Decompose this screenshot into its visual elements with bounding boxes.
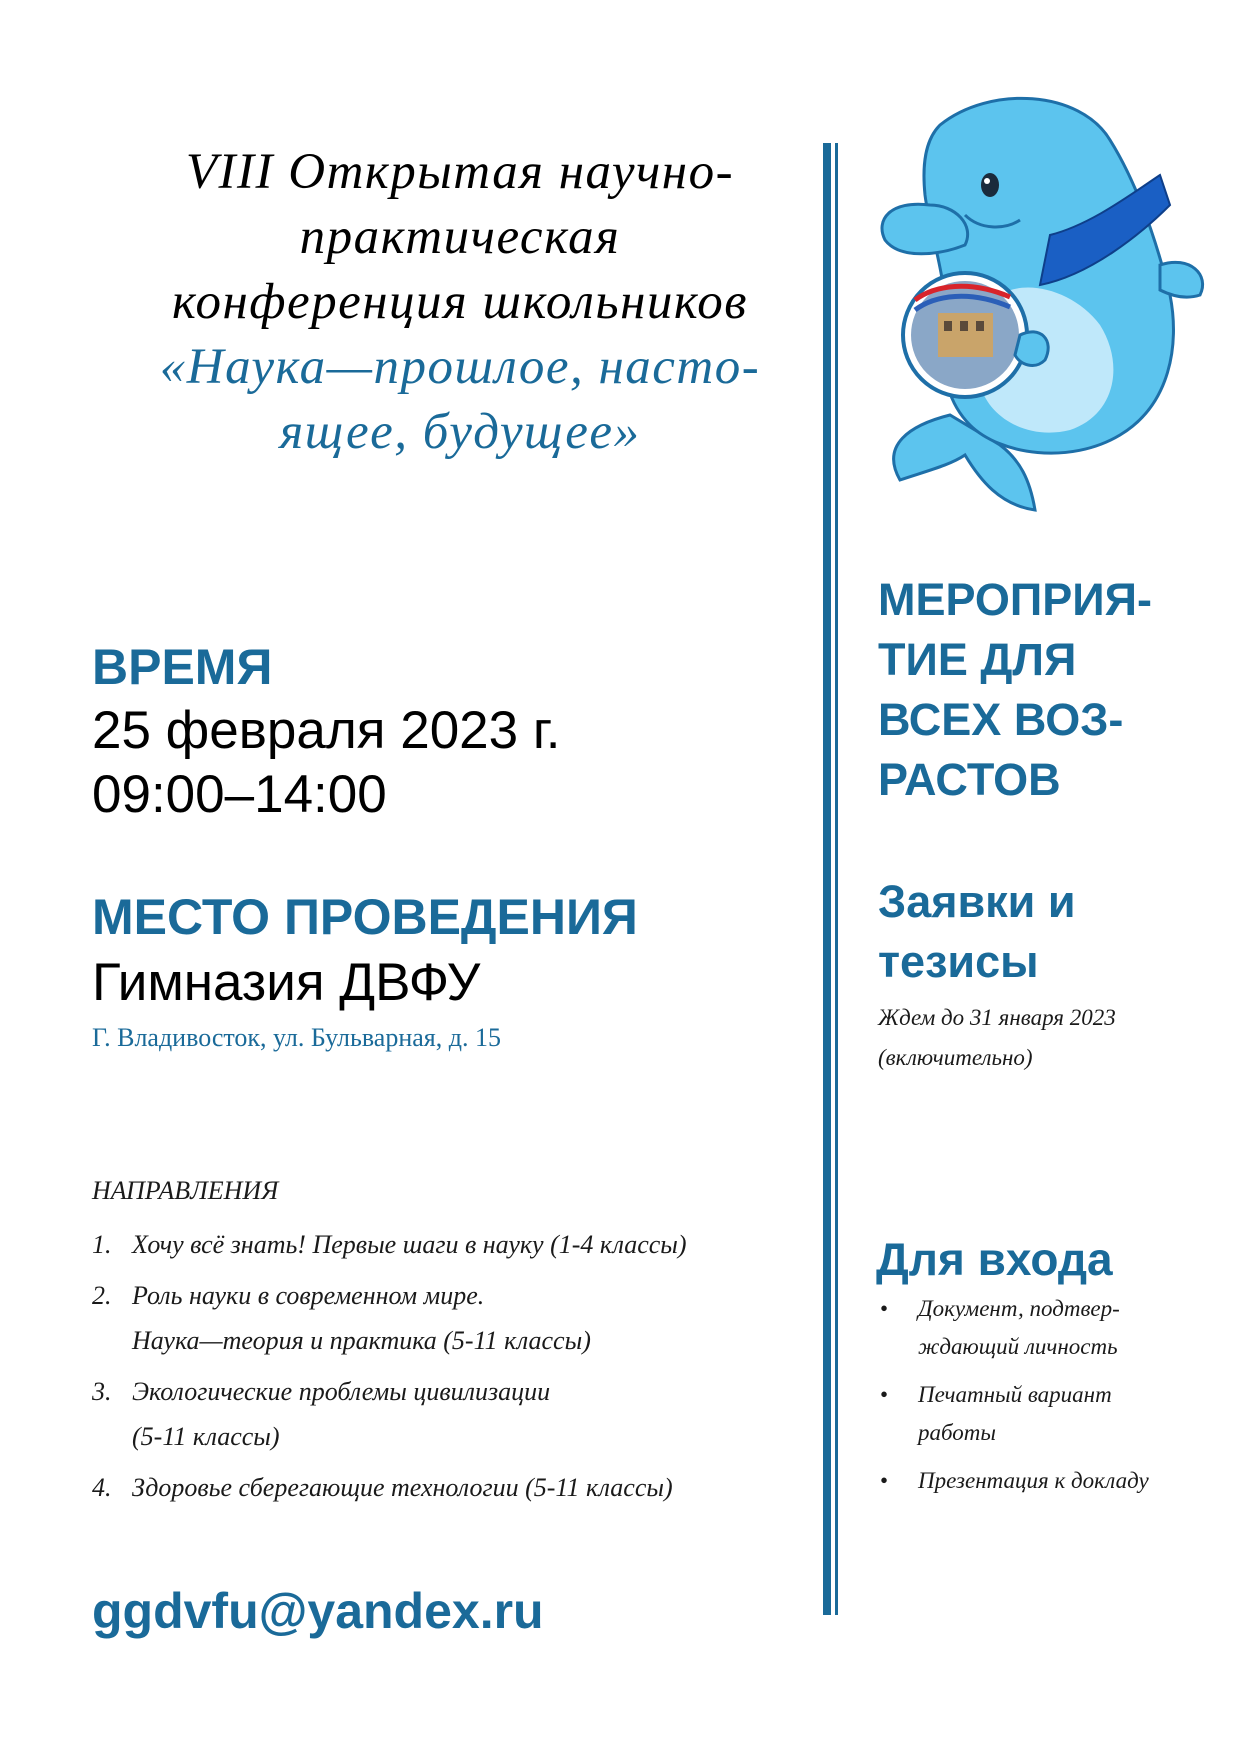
direction-item	[92, 1369, 687, 1459]
title-line: конференция школьников	[172, 274, 748, 330]
title-subtitle-line: ящее, будущее»	[279, 404, 641, 460]
direction-text: Наука—теория и практика (5-11 классы)	[132, 1326, 591, 1355]
event-line: ВСЕХ ВОЗ-	[878, 694, 1124, 745]
event-line: РАСТОВ	[878, 754, 1061, 805]
entry-item	[880, 1462, 1149, 1500]
venue-heading: МЕСТО ПРОВЕДЕНИЯ	[92, 889, 638, 945]
entry-item-text: работы	[918, 1420, 996, 1445]
title-line: VIII Открытая научно-	[185, 144, 735, 200]
direction-item	[92, 1465, 687, 1510]
direction-item	[92, 1273, 687, 1363]
time-heading: ВРЕМЯ	[92, 639, 273, 695]
directions-heading: НАПРАВЛЕНИЯ	[92, 1176, 279, 1205]
column-divider	[823, 143, 831, 1615]
entry-item-text: ждающий личность	[918, 1334, 1118, 1359]
direction-text: Роль науки в современном мире.	[132, 1281, 485, 1310]
bullet-icon: •	[880, 1468, 889, 1493]
venue-name: Гимназия ДВФУ	[92, 953, 481, 1012]
conference-title	[80, 140, 840, 465]
event-line: ТИЕ ДЛЯ	[878, 634, 1077, 685]
direction-text: Экологические проблемы цивилизации	[132, 1377, 551, 1406]
venue-address: Г. Владивосток, ул. Бульварная, д. 15	[92, 1023, 501, 1052]
title-subtitle-line: «Наука—прошлое, насто-	[159, 339, 761, 395]
contact-email[interactable]: ggdvfu@yandex.ru	[92, 1583, 544, 1639]
deadline-line: (включительно)	[878, 1045, 1033, 1070]
direction-text: Здоровье сберегающие технологии (5-11 классы)	[132, 1473, 673, 1502]
direction-number: 2.	[92, 1281, 112, 1310]
bullet-icon: •	[880, 1382, 889, 1407]
entry-item-text: Печатный вариант	[918, 1382, 1112, 1407]
deadline-text	[878, 998, 1116, 1078]
event-date: 25 февраля 2023 г.	[92, 701, 561, 760]
entry-item-text: Презентация к докладу	[918, 1468, 1149, 1493]
directions-list	[92, 1222, 687, 1516]
direction-number: 4.	[92, 1473, 112, 1502]
applications-heading	[878, 872, 1076, 992]
entry-item	[880, 1290, 1149, 1366]
event-hours: 09:00–14:00	[92, 765, 387, 824]
dolphin-mascot-icon	[870, 85, 1210, 515]
sidebar-event-heading	[878, 570, 1152, 810]
bullet-icon: •	[880, 1296, 889, 1321]
entry-requirements-list	[880, 1290, 1149, 1510]
entry-heading: Для входа	[876, 1233, 1113, 1285]
applications-line: тезисы	[878, 936, 1039, 987]
direction-text: Хочу всё знать! Первые шаги в науку (1-4 классы)	[132, 1230, 687, 1259]
entry-item-text: Документ, подтвер-	[918, 1296, 1120, 1321]
applications-line: Заявки и	[878, 876, 1076, 927]
direction-text: (5-11 классы)	[132, 1422, 280, 1451]
title-line: практическая	[299, 209, 621, 265]
deadline-line: Ждем до 31 января 2023	[878, 1005, 1116, 1030]
direction-item	[92, 1222, 687, 1267]
entry-item	[880, 1376, 1149, 1452]
direction-number: 3.	[92, 1377, 112, 1406]
column-divider-thin	[835, 143, 838, 1615]
event-line: МЕРОПРИЯ-	[878, 574, 1152, 625]
direction-number: 1.	[92, 1230, 112, 1259]
